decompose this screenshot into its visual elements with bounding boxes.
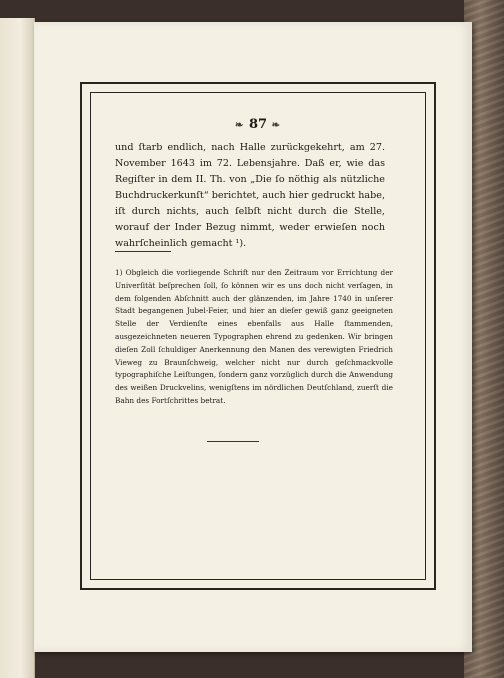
- page-header: [91, 117, 425, 132]
- footnote: [115, 267, 393, 408]
- page-number: 87: [248, 117, 268, 132]
- page-frame-inner: [90, 92, 426, 580]
- ornament-right-icon: ❧: [271, 120, 281, 131]
- paragraph: und ſtarb endlich, nach Halle zurückgekehrt, am 27. November 1643 im 72. Lebensjahre. Daß er, wie das Regiſter in dem II. Th. von „Die ſo nöthig als nützliche Buchdruckerkunſt“ berichtet, auch hier gedruckt habe, iſt durch nichts, auch ſelbſt nicht durch die Stelle, worauf der Inder Bezug nimmt, weder erwieſen noch wahrſcheinlich gemacht ¹).: [115, 142, 385, 249]
- footnote-text: 1) Obgleich die vorliegende Schrift nur den Zeitraum vor Errichtung der Univerſität beſprechen ſoll, ſo können wir es uns doch nicht verſagen, in dem folgenden Abſchnitt auch der glänzenden, im Jahre 1740 in unſerer Stadt begangenen Jubel-Feier, und hier an dieſer gewiß ganz geeigneten Stelle der Verdienſte eines ebenfalls aus Halle ſtammenden, ausgezeichneten neueren Typographen ehrend zu gedenken. Wir bringen dieſen Zoll ſchuldiger Anerkennung den Manen des verewigten Friedrich Vieweg zu Braunſchweig, welcher nicht nur durch geſchmackvolle typographiſche Leiſtungen, ſondern ganz vorzüglich durch die Anwendung des weißen Druckvelins, wenigſtens im nördlichen Deutſchland, zuerſt die Bahn des Fortſchrittes betrat.: [115, 268, 393, 405]
- end-rule: [207, 441, 259, 442]
- main-text: [115, 140, 385, 252]
- footnote-separator: [115, 251, 171, 252]
- book-page: [34, 22, 472, 652]
- ornament-left-icon: ❧: [235, 120, 245, 131]
- left-page-edge: [0, 18, 35, 678]
- page-frame-outer: [80, 82, 436, 590]
